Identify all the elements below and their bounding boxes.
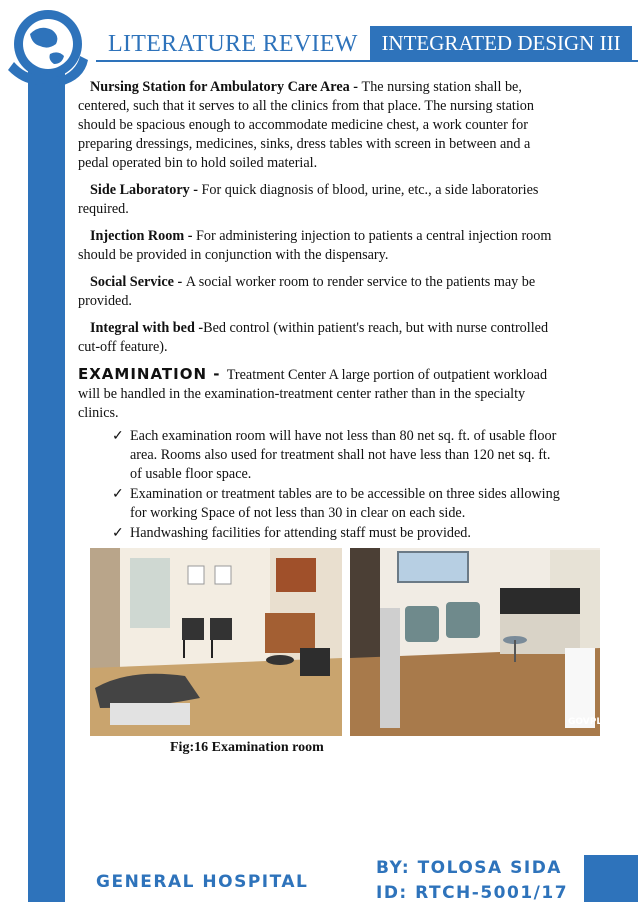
heading-integral-bed: Integral with bed - xyxy=(90,320,204,336)
footer-author-block xyxy=(376,856,568,906)
paragraph-injection-room xyxy=(78,227,563,265)
paragraph-nursing-station xyxy=(78,78,563,173)
heading-side-laboratory: Side Laboratory - xyxy=(90,182,202,198)
footer-project-title: GENERAL HOSPITAL xyxy=(96,872,309,892)
check-icon: ✓ xyxy=(112,428,124,444)
examination-room-photo-left xyxy=(90,548,342,736)
footer-accent-square xyxy=(584,855,638,902)
list-item xyxy=(112,427,563,484)
figure-caption: Fig:16 Examination room xyxy=(170,740,324,755)
paragraph-social-service xyxy=(78,273,563,311)
heading-social-service: Social Service - xyxy=(90,274,186,290)
footer-author: BY: TOLOSA SIDA xyxy=(376,858,562,878)
text-examination: Treatment Center A large portion of outpatient workload will be handled in the examination-treatment center rather than in the specialty clinics. xyxy=(78,367,548,421)
list-item xyxy=(112,524,563,543)
text-injection-room: For administering injection to patients a central injection room should be provided in conjunction with the dispensary. xyxy=(78,228,552,263)
examination-checklist xyxy=(78,427,563,543)
watermark-text: GOVPLANET xyxy=(568,717,629,727)
bullet-text: Each examination room will have not less than 80 net sq. ft. of usable floor area. Rooms also used for treatment shall not have less than 120 net sq. ft. of usable floor space. xyxy=(130,428,557,482)
list-item xyxy=(112,485,563,523)
text-side-laboratory: For quick diagnosis of blood, urine, etc., a side laboratories required. xyxy=(78,182,539,217)
document-body xyxy=(78,78,563,544)
left-accent-bar xyxy=(28,60,65,902)
paragraph-examination xyxy=(78,365,563,423)
header-rule xyxy=(96,60,638,62)
paragraph-side-laboratory xyxy=(78,181,563,219)
footer-id: ID: RTCH-5001/17 xyxy=(376,883,569,903)
text-integral-bed: Bed control (within patient's reach, but with nurse controlled cut-off feature). xyxy=(78,320,549,355)
text-nursing-station: The nursing station shall be, centered, such that it serves to all the clinics from that place. The nursing station should be spacious enough to accommodate medicine chest, a work counter for preparing dressings, medicines, sinks, dress tables with screen in between and a pedal operated bin to hold soiled material. xyxy=(78,79,534,171)
heading-injection-room: Injection Room - xyxy=(90,228,196,244)
bullet-text: Handwashing facilities for attending staff must be provided. xyxy=(130,525,471,541)
check-icon: ✓ xyxy=(112,486,124,502)
examination-room-photo-right xyxy=(350,548,629,736)
header-badge: INTEGRATED DESIGN III xyxy=(370,26,632,60)
check-icon: ✓ xyxy=(112,525,124,541)
heading-examination: EXAMINATION - xyxy=(78,365,227,383)
text-social-service: A social worker room to render service to the patients may be provided. xyxy=(78,274,536,309)
paragraph-integral-bed xyxy=(78,319,563,357)
header-title: LITERATURE REVIEW xyxy=(108,31,358,57)
bullet-text: Examination or treatment tables are to be accessible on three sides allowing for working Space of not less than 30 in clear on each side. xyxy=(130,486,560,521)
heading-nursing-station: Nursing Station for Ambulatory Care Area - xyxy=(90,79,362,95)
